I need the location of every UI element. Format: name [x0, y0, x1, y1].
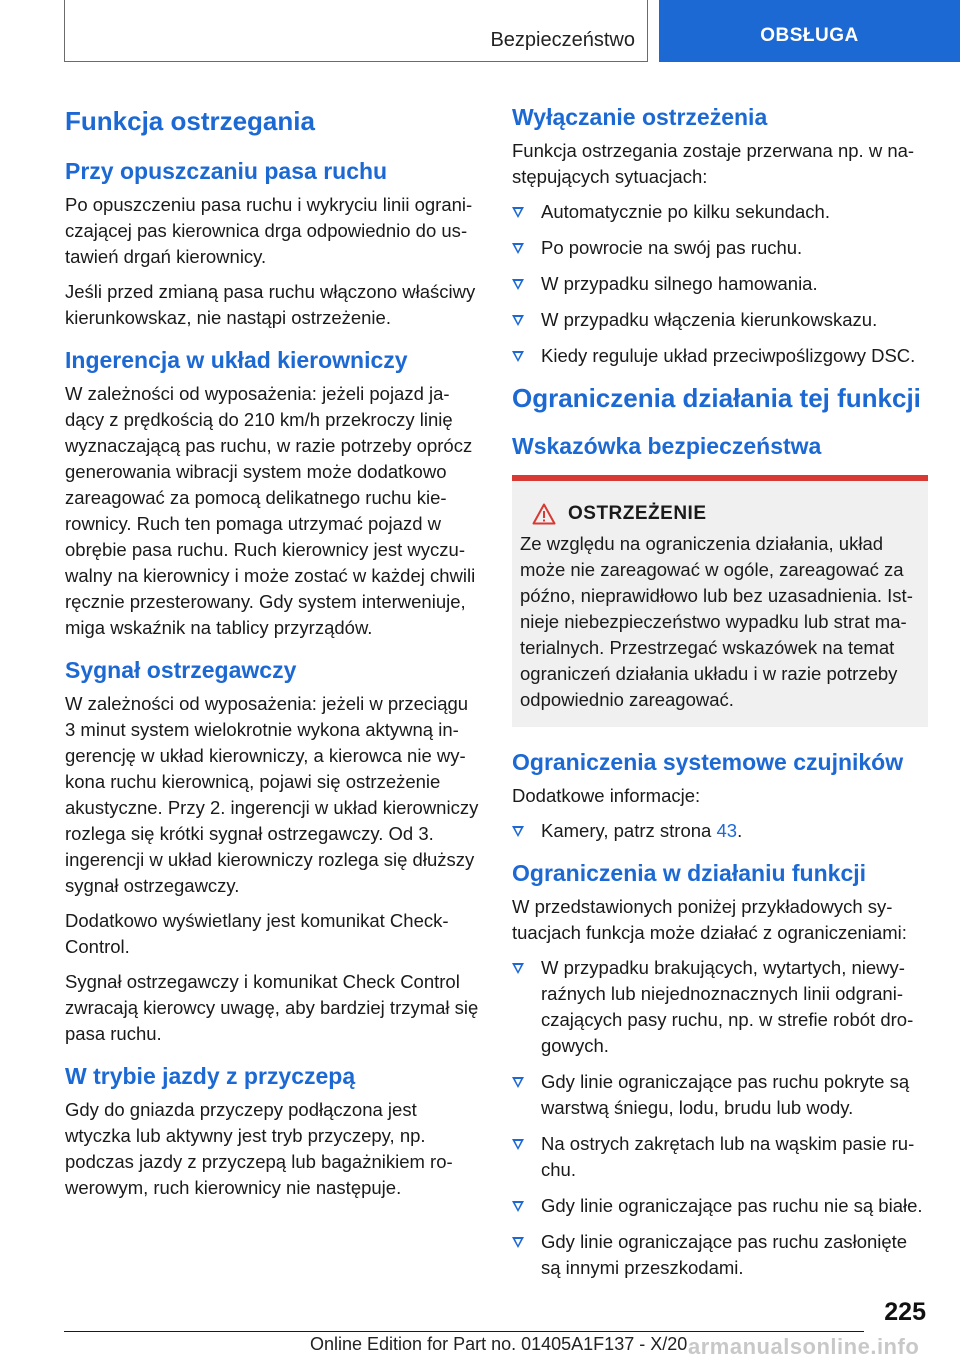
list-item: W przypadku włączenia kierunkowskazu.	[512, 307, 928, 333]
section-heading: Wskazówka bezpieczeństwa	[512, 433, 822, 459]
section-heading: Sygnał ostrzegawczy	[65, 657, 297, 683]
triangle-bullet-icon	[512, 1077, 524, 1088]
paragraph: Funkcja ostrzegania zostaje przerwana np. w następujących sytuacjach:	[512, 140, 915, 187]
list-item: Gdy linie ograniczające pas ruchu pokryte są warstwą śniegu, lodu, brudu lub wody.	[512, 1069, 928, 1121]
watermark: armanualsonline.info	[688, 1334, 920, 1359]
paragraph: Dodatkowe informacje:	[512, 785, 701, 806]
page-link[interactable]: 43	[716, 820, 738, 841]
header-section-box	[64, 0, 648, 62]
triangle-bullet-icon	[512, 826, 524, 837]
triangle-bullet-icon	[512, 1201, 524, 1212]
list-item: Kiedy reguluje układ przeciwpoślizgowy DSC.	[512, 343, 928, 369]
paragraph: Po opuszczeniu pasa ruchu i wykryciu linii ograniczającej pas kierownica drga odpowiednio do ustawień drgań kierownicy.	[65, 194, 473, 267]
list-item: Gdy linie ograniczające pas ruchu zasłonięte są innymi przeszkodami.	[512, 1229, 928, 1281]
bullet-list	[512, 955, 928, 1281]
triangle-bullet-icon	[512, 315, 524, 326]
section-heading: Ograniczenia w działaniu funkcji	[512, 860, 867, 886]
triangle-bullet-icon	[512, 207, 524, 218]
paragraph: Gdy do gniazda przyczepy podłączona jest wtyczka lub aktywny jest tryb przyczepy, np. podczas jazdy z przyczepą lub bagażnikiem rowerowym, ruch kierownicy nie następuje.	[65, 1099, 453, 1198]
warning-triangle-icon	[532, 503, 556, 525]
footer-divider	[64, 1331, 864, 1332]
warning-header	[532, 503, 914, 525]
paragraph: W zależności od wyposażenia: jeżeli pojazd jadący z prędkością do 210 km/h przekroczy linię wyznaczającą pas ruchu, w razie potrzeby oprócz generowania wibracji system może dodatkowo zareagować za pomocą delikatnego ruchu kierownicy. Ruch ten pomaga utrzymać pojazd w obrębie pasa ruchu. Ruch kierownicy jest wyczuwalny na kierownicy i może zostać w każdej chwili ręcznie przesterowany. Gdy system interweniuje, miga wskaźnik na tablicy przyrządów.	[65, 383, 476, 638]
triangle-bullet-icon	[512, 963, 524, 974]
paragraph: W zależności od wyposażenia: jeżeli w przeciągu 3 minut system wielokrotnie wykona aktywną ingerencję w układ kierowniczy, a kierowca nie wykona ruchu kierownicą, pojawi się ostrzeżenie akustyczne. Przy 2. ingerencji w układ kierowniczy rozlega się krótki sygnał ostrzegawczy. Od 3. ingerencji w układ kierowniczy rozlega się dłuższy sygnał ostrzegawczy.	[65, 693, 479, 896]
list-item: W przypadku brakujących, wytartych, niewyraźnych lub niejednoznacznych linii odgraniczających pasy ruchu, np. w strefie robót drogowych.	[512, 955, 928, 1059]
section-heading: Ingerencja w układ kierowniczy	[65, 347, 408, 373]
warning-title: OSTRZEŻENIE	[568, 503, 707, 524]
paragraph: Dodatkowo wyświetlany jest komunikat Check-Control.	[65, 910, 449, 957]
triangle-bullet-icon	[512, 1139, 524, 1150]
list-item: Gdy linie ograniczające pas ruchu nie są białe.	[512, 1193, 928, 1219]
chapter-heading: Ograniczenia działania tej funkcji	[512, 383, 921, 413]
list-item: Na ostrych zakrętach lub na wąskim pasie ruchu.	[512, 1131, 928, 1183]
section-heading: Wyłączanie ostrzeżenia	[512, 104, 768, 130]
list-item: W przypadku silnego hamowania.	[512, 271, 928, 297]
triangle-bullet-icon	[512, 243, 524, 254]
section-heading: W trybie jazdy z przyczepą	[65, 1063, 356, 1089]
paragraph: Jeśli przed zmianą pasa ruchu włączono właściwy kierunkowskaz, nie nastąpi ostrzeżenie.	[65, 281, 476, 328]
page-number: 225	[884, 1298, 926, 1326]
section-heading: Ograniczenia systemowe czujników	[512, 749, 904, 775]
triangle-bullet-icon	[512, 1237, 524, 1248]
bullet-list	[512, 199, 928, 369]
page-title: Funkcja ostrzegania	[65, 106, 315, 136]
left-column	[65, 100, 480, 1210]
tab-obsluga[interactable]: OBSŁUGA	[659, 0, 960, 62]
triangle-bullet-icon	[512, 279, 524, 290]
list-item: Kamery, patrz strona 43.	[512, 818, 928, 844]
bullet-list	[512, 818, 928, 844]
list-item: Po powrocie na swój pas ruchu.	[512, 235, 928, 261]
warning-box	[512, 475, 928, 727]
list-item: Automatycznie po kilku sekundach.	[512, 199, 928, 225]
edition-text: Online Edition for Part no. 01405A1F137 - X/20	[310, 1334, 688, 1354]
paragraph: W przedstawionych poniżej przykładowych sytuacjach funkcja może działać z ograniczeniami:	[512, 896, 907, 943]
right-column	[512, 100, 928, 1291]
section-title: Bezpieczeństwo	[490, 29, 635, 51]
warning-text: Ze względu na ograniczenia działania, układ może nie zareagować w ogóle, zareagować za późno, nieprawidłowo lub bez uzasadnienia. Istnieje niebezpieczeństwo wypadku lub strat materialnych. Przestrzegać wskazówek na temat ograniczeń działania układu i w razie potrzeby odpowiednio zareagować.	[520, 533, 913, 710]
triangle-bullet-icon	[512, 351, 524, 362]
section-heading: Przy opuszczaniu pasa ruchu	[65, 158, 388, 184]
paragraph: Sygnał ostrzegawczy i komunikat Check Control zwracają kierowcy uwagę, aby bardziej trzymał się pasa ruchu.	[65, 971, 479, 1044]
